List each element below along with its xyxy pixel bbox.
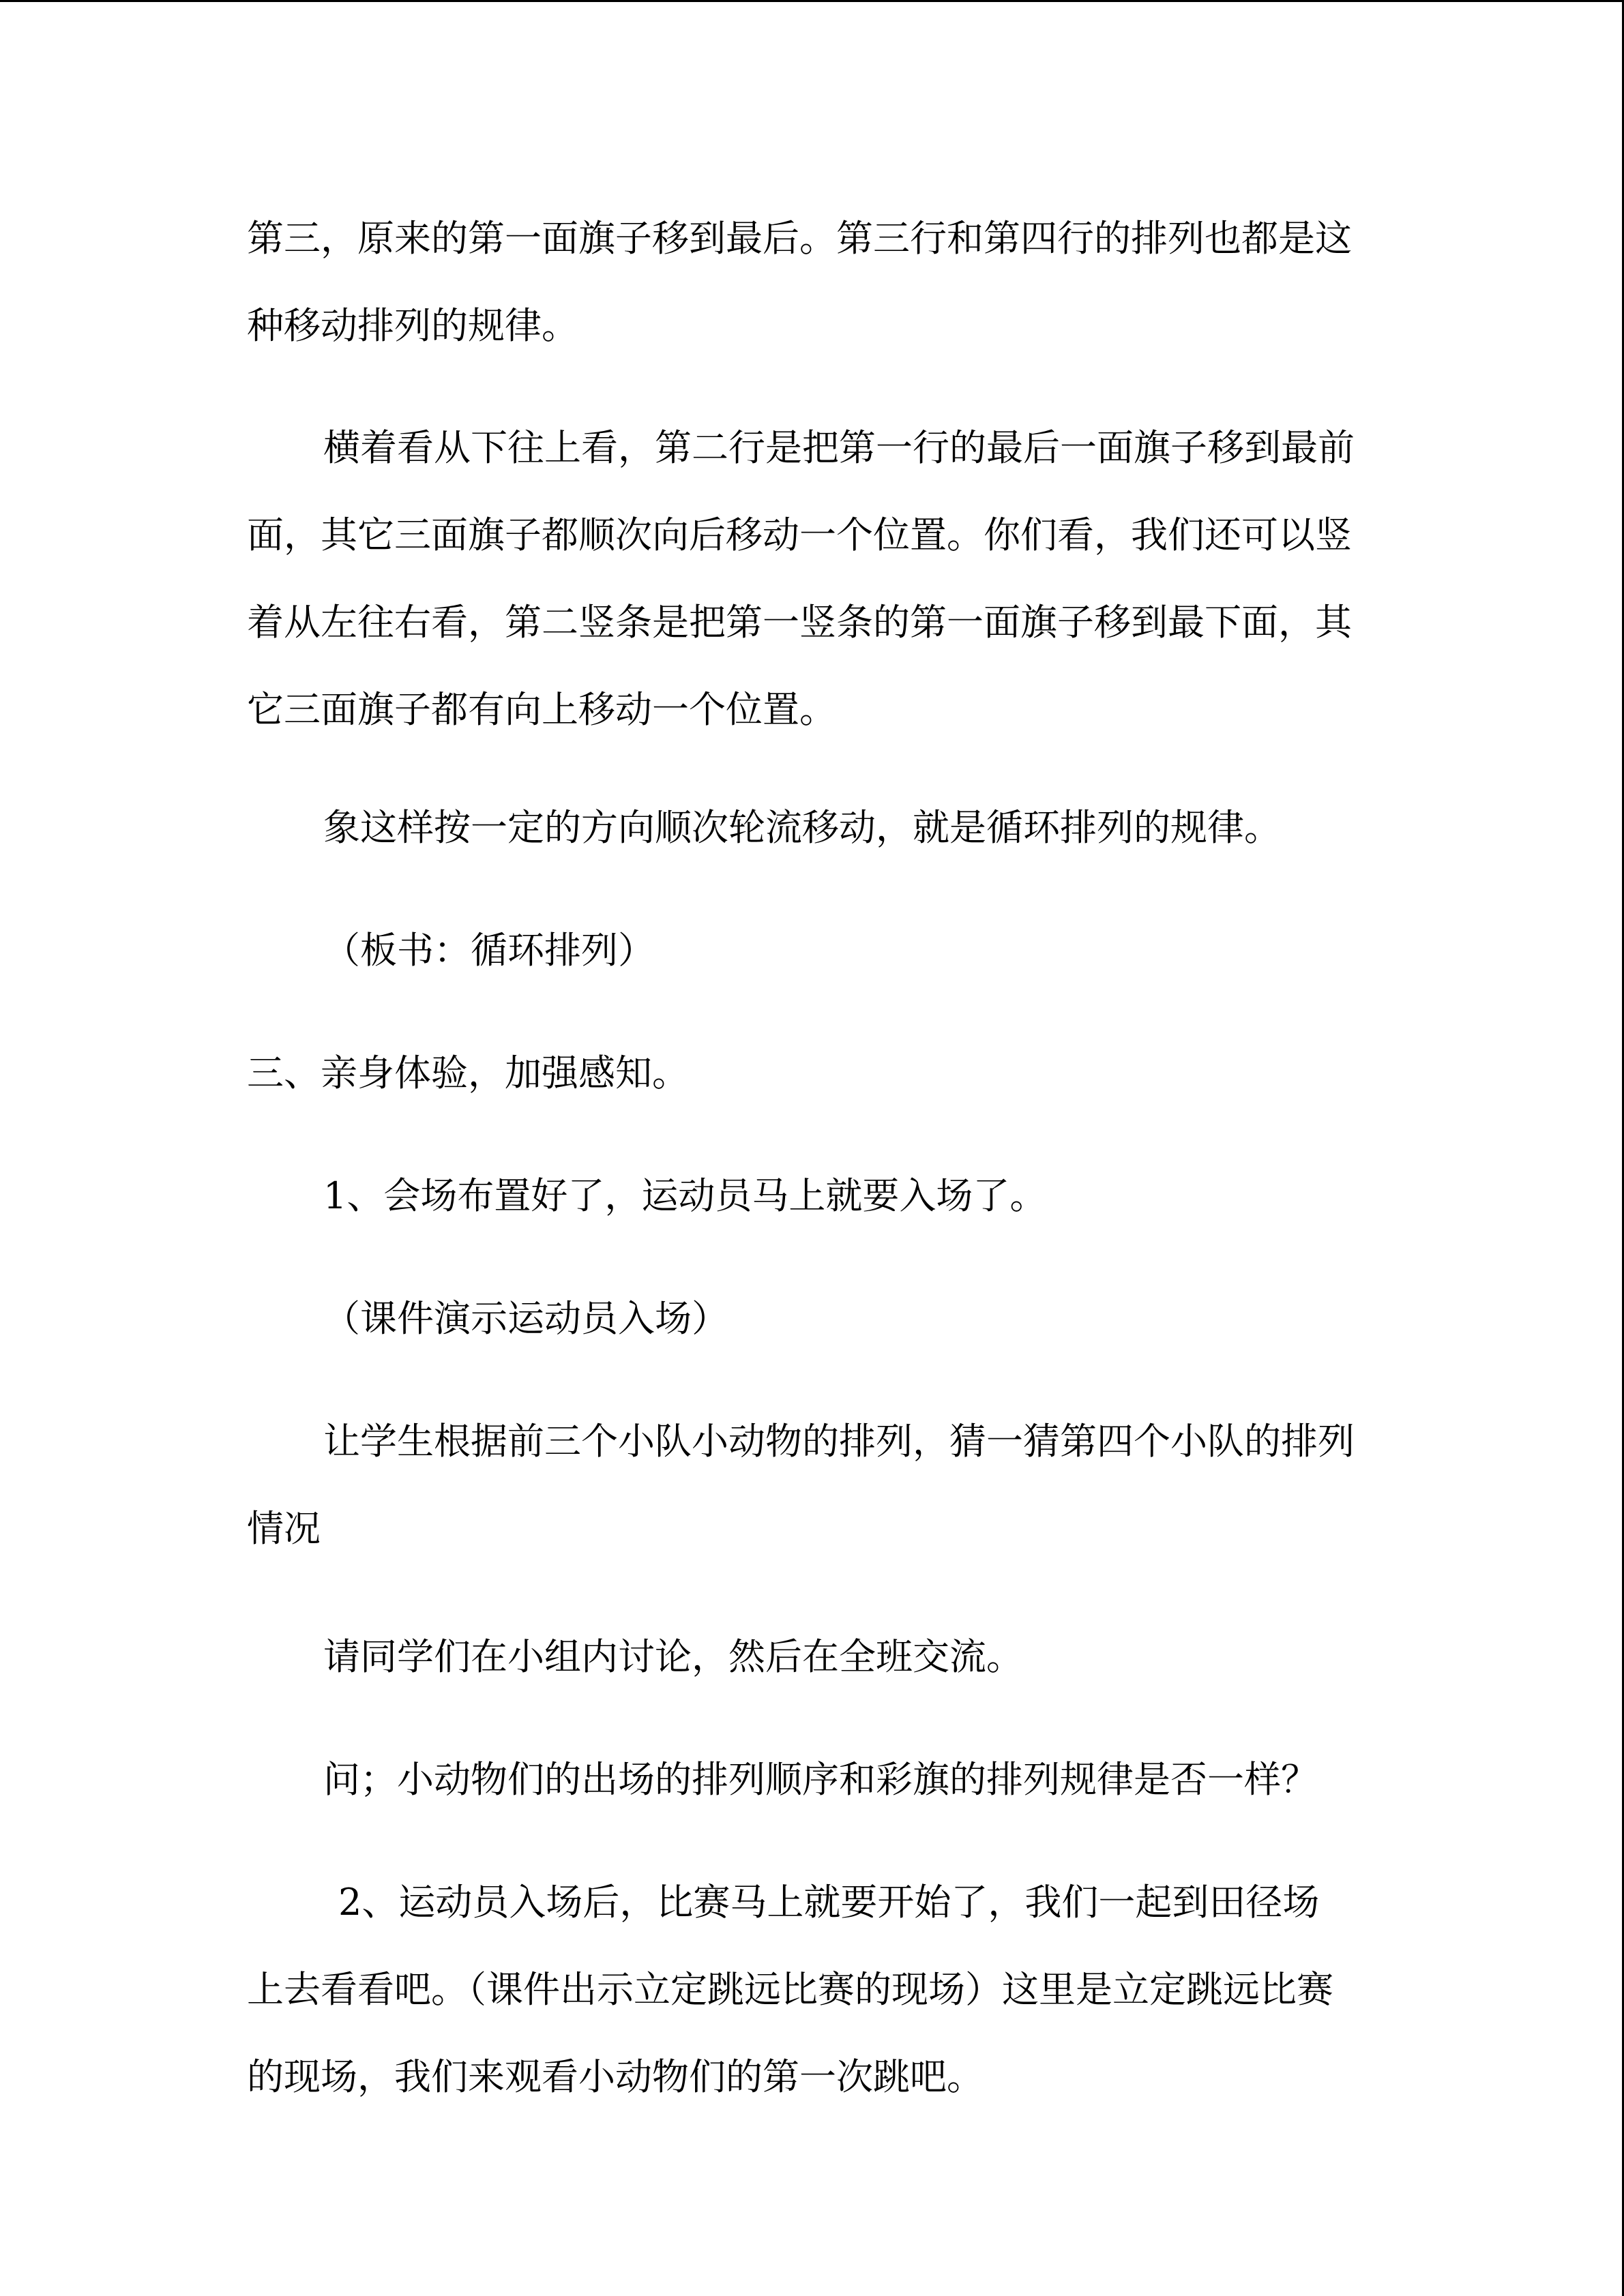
paragraph: 2、运动员入场后，比赛马上就要开始了，我们一起到田径场上去看看吧。（课件出示立定跳远比赛的现场）这里是立定跳远比赛的现场，我们来观看小动物们的第一次跳吧。 bbox=[247, 1881, 1333, 2098]
paragraph: （课件演示运动员入场） bbox=[323, 1297, 728, 1340]
paragraph: 让学生根据前三个小队小动物的排列，猜一猜第四个小队的排列情况 bbox=[247, 1420, 1355, 1550]
paragraph: 1、会场布置好了，运动员马上就要入场了。 bbox=[323, 1174, 1047, 1217]
paragraph: 请同学们在小组内讨论，然后在全班交流。 bbox=[323, 1635, 1023, 1678]
paragraph: 第三，原来的第一面旗子移到最后。第三行和第四行的排列也都是这种移动排列的规律。 bbox=[247, 217, 1352, 347]
paragraph: 横着看从下往上看，第二行是把第一行的最后一面旗子移到最前面，其它三面旗子都顺次向后移动一个位置。你们看，我们还可以竖着从左往右看，第二竖条是把第一竖条的第一面旗子移到最下面，其它三面旗子都有向上移动一个位置。 bbox=[247, 426, 1355, 731]
paragraph: 象这样按一定的方向顺次轮流移动，就是循环排列的规律。 bbox=[323, 806, 1281, 849]
paragraph: 问；小动物们的出场的排列顺序和彩旗的排列规律是否一样？ bbox=[323, 1758, 1318, 1801]
page-border-top bbox=[0, 0, 1624, 2]
paragraph: （板书：循环排列） bbox=[323, 929, 655, 972]
section-heading: 三、亲身体验，加强感知。 bbox=[247, 1052, 689, 1094]
